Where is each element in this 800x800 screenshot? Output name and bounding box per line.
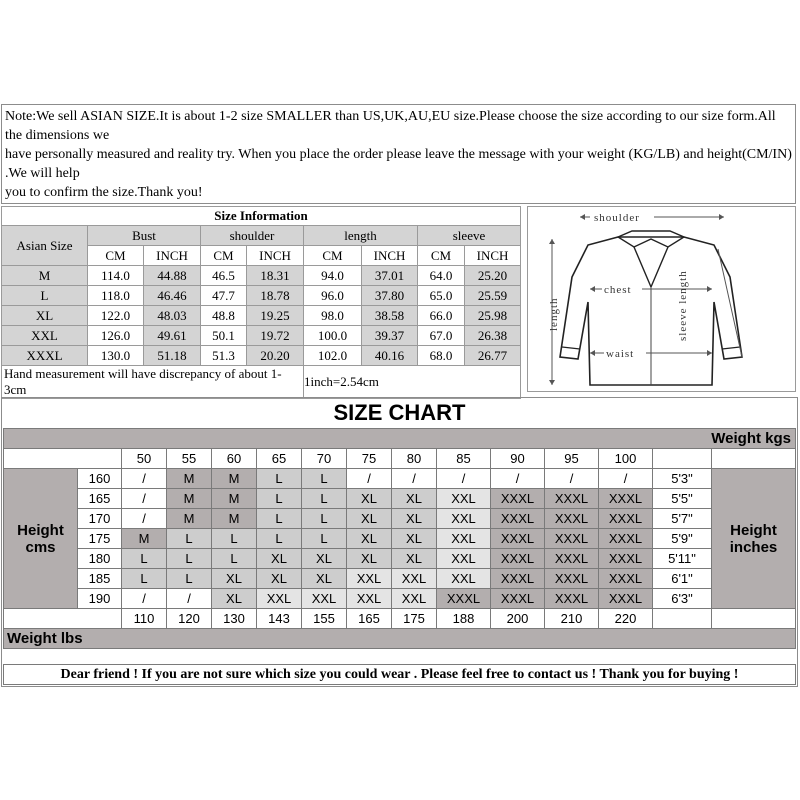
measurement-value: 25.98 xyxy=(465,306,521,326)
size-cell: XL xyxy=(212,569,257,589)
size-cell: XL xyxy=(392,509,437,529)
size-information-table xyxy=(1,206,521,399)
size-cell: L xyxy=(167,569,212,589)
weight-lb-value: 188 xyxy=(437,609,491,629)
size-cell: XL xyxy=(392,489,437,509)
weight-kg-value: 80 xyxy=(392,449,437,469)
measurement-value: 37.80 xyxy=(362,286,418,306)
size-cell: XXXL xyxy=(437,589,491,609)
height-inch-value: 5'3" xyxy=(653,469,712,489)
size-cell: XXXL xyxy=(545,549,599,569)
measurement-value: 49.61 xyxy=(144,326,201,346)
measurement-value: 51.18 xyxy=(144,346,201,366)
size-cell: XXL xyxy=(392,569,437,589)
weight-lb-value: 155 xyxy=(302,609,347,629)
size-cell: XXXL xyxy=(545,509,599,529)
size-cell: XXXL xyxy=(491,569,545,589)
height-cm-value: 190 xyxy=(78,589,122,609)
chart-row xyxy=(4,509,796,529)
size-cell: XXL xyxy=(302,589,347,609)
size-cell: / xyxy=(122,589,167,609)
measurement-value: 94.0 xyxy=(304,266,362,286)
size-cell: M xyxy=(122,529,167,549)
size-cell: XL xyxy=(302,549,347,569)
size-cell: XXL xyxy=(437,549,491,569)
size-cell: / xyxy=(122,489,167,509)
size-cell: XXXL xyxy=(545,569,599,589)
size-cell: XL xyxy=(347,509,392,529)
size-cell: / xyxy=(122,469,167,489)
size-cell: M xyxy=(167,489,212,509)
height-cm-value: 185 xyxy=(78,569,122,589)
measurement-value: 25.20 xyxy=(465,266,521,286)
chart-row xyxy=(4,489,796,509)
size-information-title: Size Information xyxy=(2,207,521,226)
measurement-value: 122.0 xyxy=(88,306,144,326)
size-cell: XXL xyxy=(437,509,491,529)
length-label: length xyxy=(548,297,560,331)
length-header: length xyxy=(304,226,418,246)
size-cell: L xyxy=(167,529,212,549)
weight-lbs-row xyxy=(4,609,796,629)
size-cell: XXXL xyxy=(491,489,545,509)
size-cell: L xyxy=(302,469,347,489)
measurement-value: 18.78 xyxy=(247,286,304,306)
shoulder-header: shoulder xyxy=(201,226,304,246)
unit-header: CM xyxy=(304,246,362,266)
size-cell: M xyxy=(212,469,257,489)
measurement-value: 44.88 xyxy=(144,266,201,286)
weight-lb-value: 120 xyxy=(167,609,212,629)
size-cell: L xyxy=(212,529,257,549)
height-cm-value: 160 xyxy=(78,469,122,489)
size-row xyxy=(2,266,521,286)
weight-kg-value: 65 xyxy=(257,449,302,469)
size-chart-title: SIZE CHART xyxy=(333,400,466,425)
weight-kg-value: 100 xyxy=(599,449,653,469)
size-cell: / xyxy=(167,589,212,609)
size-cell: XL xyxy=(212,589,257,609)
measurement-value: 65.0 xyxy=(418,286,465,306)
size-row xyxy=(2,306,521,326)
size-cell: L xyxy=(257,509,302,529)
size-cell: XXL xyxy=(437,569,491,589)
measurement-value: 37.01 xyxy=(362,266,418,286)
size-cell: XL xyxy=(257,569,302,589)
weight-lbs-label: Weight lbs xyxy=(4,629,796,649)
size-cell: XXL xyxy=(257,589,302,609)
size-cell: XL xyxy=(302,569,347,589)
size-label: M xyxy=(2,266,88,286)
weight-kg-value: 60 xyxy=(212,449,257,469)
measurement-value: 114.0 xyxy=(88,266,144,286)
shoulder-label: shoulder xyxy=(594,212,640,224)
weight-kg-value: 50 xyxy=(122,449,167,469)
size-cell: XXXL xyxy=(491,509,545,529)
weight-kgs-row xyxy=(4,449,796,469)
size-note-text: Note:We sell ASIAN SIZE.It is about 1-2 size SMALLER than US,UK,AU,EU size.Please choose the size according to our size form.All the dimensions we have personally measured and reality try. When you place the order please leave the message with your weight (KG/LB) and height(CM/IN) .We will help you to confirm the size.Thank you! xyxy=(5,109,792,200)
measurement-value: 26.77 xyxy=(465,346,521,366)
size-cell: / xyxy=(392,469,437,489)
shirt-measurement-diagram xyxy=(527,206,796,392)
chart-row xyxy=(4,589,796,609)
unit-header: INCH xyxy=(247,246,304,266)
size-cell: / xyxy=(491,469,545,489)
shirt-illustration xyxy=(528,207,797,393)
size-cell: L xyxy=(122,549,167,569)
measurement-value: 19.72 xyxy=(247,326,304,346)
size-cell: XXXL xyxy=(491,589,545,609)
chart-row xyxy=(4,549,796,569)
chest-label: chest xyxy=(604,284,632,296)
weight-lb-value: 220 xyxy=(599,609,653,629)
size-cell: XL xyxy=(347,529,392,549)
unit-header: INCH xyxy=(362,246,418,266)
height-inch-value: 5'9" xyxy=(653,529,712,549)
size-cell: L xyxy=(212,549,257,569)
size-cell: M xyxy=(167,509,212,529)
weight-lb-value: 165 xyxy=(347,609,392,629)
weight-lb-value: 143 xyxy=(257,609,302,629)
measurement-value: 51.3 xyxy=(201,346,247,366)
weight-kg-value: 75 xyxy=(347,449,392,469)
weight-lb-value: 210 xyxy=(545,609,599,629)
measurement-value: 39.37 xyxy=(362,326,418,346)
size-cell: XL xyxy=(392,549,437,569)
measurement-value: 126.0 xyxy=(88,326,144,346)
empty-cell xyxy=(4,609,122,629)
weight-lb-value: 110 xyxy=(122,609,167,629)
size-chart-table xyxy=(3,428,796,649)
measurement-value: 50.1 xyxy=(201,326,247,346)
waist-label: waist xyxy=(606,348,635,360)
size-label: L xyxy=(2,286,88,306)
height-inch-value: 6'1" xyxy=(653,569,712,589)
size-cell: XL xyxy=(347,489,392,509)
chart-row xyxy=(4,569,796,589)
weight-lb-value: 130 xyxy=(212,609,257,629)
size-cell: XXL xyxy=(437,489,491,509)
sleeve-length-label: sleeve length xyxy=(677,270,689,341)
measurement-value: 46.5 xyxy=(201,266,247,286)
size-cell: XXXL xyxy=(599,589,653,609)
size-cell: XXXL xyxy=(545,489,599,509)
size-cell: XXL xyxy=(437,529,491,549)
measurement-disclaimer: Hand measurement will have discrepancy of about 1-3cm xyxy=(2,366,304,399)
size-cell: XXXL xyxy=(599,529,653,549)
size-cell: XXL xyxy=(392,589,437,609)
size-cell: XXL xyxy=(347,569,392,589)
height-inch-value: 5'5" xyxy=(653,489,712,509)
unit-header: INCH xyxy=(465,246,521,266)
size-cell: XXXL xyxy=(599,569,653,589)
contact-message: Dear friend ! If you are not sure which size you could wear . Please feel free to contact us ! Thank you for buying ! xyxy=(3,664,796,685)
size-cell: XXXL xyxy=(599,489,653,509)
height-cm-value: 170 xyxy=(78,509,122,529)
size-cell: L xyxy=(122,569,167,589)
weight-lb-value: 175 xyxy=(392,609,437,629)
measurement-value: 68.0 xyxy=(418,346,465,366)
measurement-value: 20.20 xyxy=(247,346,304,366)
chart-row xyxy=(4,469,796,489)
chart-row xyxy=(4,529,796,549)
size-cell: XL xyxy=(392,529,437,549)
height-cm-value: 175 xyxy=(78,529,122,549)
empty-cell xyxy=(653,449,712,469)
weight-kg-value: 95 xyxy=(545,449,599,469)
measurement-value: 118.0 xyxy=(88,286,144,306)
empty-cell xyxy=(712,609,796,629)
asian-size-header: Asian Size xyxy=(2,226,88,266)
height-cms-label: Height cms xyxy=(4,469,78,609)
size-label: XL xyxy=(2,306,88,326)
height-inch-value: 5'11" xyxy=(653,549,712,569)
weight-kg-value: 55 xyxy=(167,449,212,469)
size-cell: L xyxy=(302,529,347,549)
measurement-value: 18.31 xyxy=(247,266,304,286)
unit-header: CM xyxy=(201,246,247,266)
height-inch-value: 6'3" xyxy=(653,589,712,609)
height-inch-value: 5'7" xyxy=(653,509,712,529)
weight-kgs-label: Weight kgs xyxy=(4,429,796,449)
measurement-value: 64.0 xyxy=(418,266,465,286)
unit-header: CM xyxy=(88,246,144,266)
size-note xyxy=(1,104,796,204)
size-cell: / xyxy=(599,469,653,489)
size-label: XXXL xyxy=(2,346,88,366)
measurement-value: 25.59 xyxy=(465,286,521,306)
size-cell: XL xyxy=(257,549,302,569)
measurement-value: 40.16 xyxy=(362,346,418,366)
measurement-value: 38.58 xyxy=(362,306,418,326)
height-cm-value: 165 xyxy=(78,489,122,509)
measurement-value: 98.0 xyxy=(304,306,362,326)
measurement-value: 19.25 xyxy=(247,306,304,326)
inch-conversion: 1inch=2.54cm xyxy=(304,366,521,399)
size-cell: / xyxy=(437,469,491,489)
size-cell: / xyxy=(545,469,599,489)
measurement-value: 130.0 xyxy=(88,346,144,366)
weight-kg-value: 70 xyxy=(302,449,347,469)
size-cell: M xyxy=(167,469,212,489)
size-cell: M xyxy=(212,489,257,509)
empty-cell xyxy=(653,609,712,629)
measurement-value: 102.0 xyxy=(304,346,362,366)
size-cell: XXXL xyxy=(599,549,653,569)
weight-kg-value: 90 xyxy=(491,449,545,469)
weight-lb-value: 200 xyxy=(491,609,545,629)
size-cell: L xyxy=(257,469,302,489)
measurement-value: 67.0 xyxy=(418,326,465,346)
empty-cell xyxy=(4,449,122,469)
unit-header: CM xyxy=(418,246,465,266)
measurement-value: 96.0 xyxy=(304,286,362,306)
size-cell: / xyxy=(347,469,392,489)
measurement-value: 48.03 xyxy=(144,306,201,326)
size-label: XXL xyxy=(2,326,88,346)
size-row xyxy=(2,326,521,346)
size-cell: L xyxy=(302,509,347,529)
empty-cell xyxy=(712,449,796,469)
measurement-value: 47.7 xyxy=(201,286,247,306)
size-cell: L xyxy=(302,489,347,509)
size-cell: L xyxy=(167,549,212,569)
size-cell: L xyxy=(257,529,302,549)
size-cell: XXL xyxy=(347,589,392,609)
size-row xyxy=(2,286,521,306)
size-cell: XXXL xyxy=(491,549,545,569)
measurement-value: 100.0 xyxy=(304,326,362,346)
height-cm-value: 180 xyxy=(78,549,122,569)
measurement-value: 48.8 xyxy=(201,306,247,326)
size-cell: XXXL xyxy=(545,529,599,549)
size-cell: / xyxy=(122,509,167,529)
size-cell: XXXL xyxy=(599,509,653,529)
size-cell: XL xyxy=(347,549,392,569)
size-row xyxy=(2,346,521,366)
height-inches-label: Height inches xyxy=(712,469,796,609)
measurement-value: 66.0 xyxy=(418,306,465,326)
size-cell: XXXL xyxy=(545,589,599,609)
size-cell: M xyxy=(212,509,257,529)
size-cell: XXXL xyxy=(491,529,545,549)
measurement-value: 26.38 xyxy=(465,326,521,346)
bust-header: Bust xyxy=(88,226,201,246)
sleeve-header: sleeve xyxy=(418,226,521,246)
weight-kg-value: 85 xyxy=(437,449,491,469)
unit-header: INCH xyxy=(144,246,201,266)
measurement-value: 46.46 xyxy=(144,286,201,306)
size-cell: L xyxy=(257,489,302,509)
